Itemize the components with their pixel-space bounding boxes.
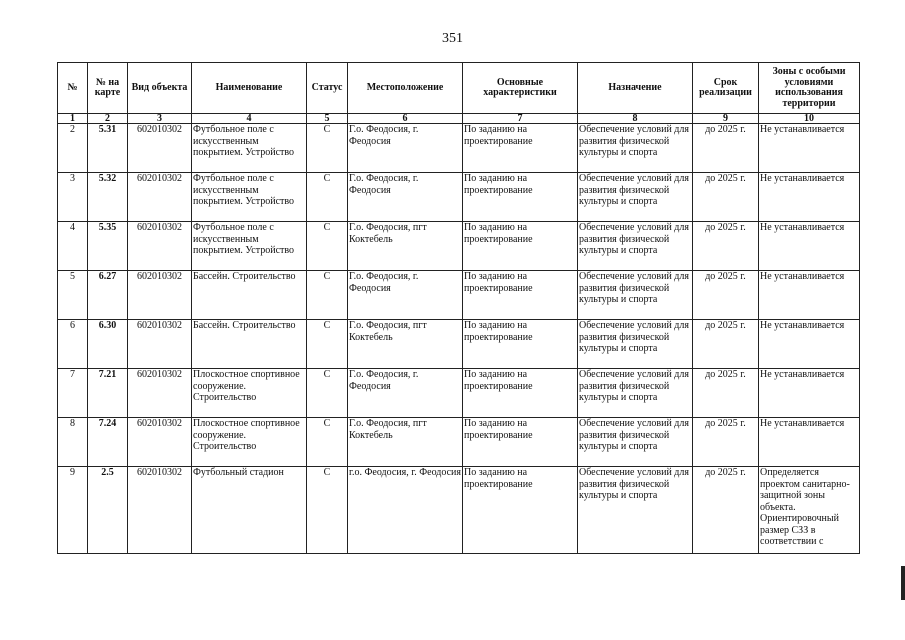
cell-object-type: 602010302 xyxy=(128,222,192,271)
column-number: 10 xyxy=(759,114,860,124)
table-row xyxy=(58,320,860,369)
cell-purpose: Обеспечение условий для развития физической культуры и спорта xyxy=(578,124,693,173)
cell-location: Г.о. Феодосия, пгт Коктебель xyxy=(348,222,463,271)
cell-purpose: Обеспечение условий для развития физической культуры и спорта xyxy=(578,271,693,320)
cell-number: 9 xyxy=(58,467,88,554)
cell-purpose: Обеспечение условий для развития физической культуры и спорта xyxy=(578,418,693,467)
cell-name: Плоскостное спортивное сооружение. Строительство xyxy=(192,418,307,467)
cell-object-type: 602010302 xyxy=(128,173,192,222)
cell-object-type: 602010302 xyxy=(128,418,192,467)
cell-zones: Не устанавливается xyxy=(759,271,860,320)
cell-name: Футбольное поле с искусственным покрытием. Устройство xyxy=(192,173,307,222)
cell-zones: Не устанавливается xyxy=(759,418,860,467)
cell-name: Футбольный стадион xyxy=(192,467,307,554)
cell-characteristics: По заданию на проектирование xyxy=(463,418,578,467)
column-header: Наименование xyxy=(192,63,307,114)
cell-number: 6 xyxy=(58,320,88,369)
table-row xyxy=(58,173,860,222)
scan-edge-mark xyxy=(901,566,905,600)
table-row xyxy=(58,271,860,320)
cell-object-type: 602010302 xyxy=(128,369,192,418)
column-number: 4 xyxy=(192,114,307,124)
column-number: 5 xyxy=(307,114,348,124)
cell-zones: Не устанавливается xyxy=(759,173,860,222)
cell-zones: Не устанавливается xyxy=(759,222,860,271)
column-number: 7 xyxy=(463,114,578,124)
column-header: Вид объекта xyxy=(128,63,192,114)
cell-map-number: 5.32 xyxy=(88,173,128,222)
cell-deadline: до 2025 г. xyxy=(693,320,759,369)
cell-number: 7 xyxy=(58,369,88,418)
cell-map-number: 7.24 xyxy=(88,418,128,467)
cell-zones: Не устанавливается xyxy=(759,124,860,173)
cell-number: 3 xyxy=(58,173,88,222)
cell-object-type: 602010302 xyxy=(128,320,192,369)
cell-status: С xyxy=(307,173,348,222)
cell-status: С xyxy=(307,222,348,271)
column-number: 3 xyxy=(128,114,192,124)
cell-purpose: Обеспечение условий для развития физической культуры и спорта xyxy=(578,173,693,222)
table-header-row xyxy=(58,63,860,114)
cell-characteristics: По заданию на проектирование xyxy=(463,369,578,418)
cell-map-number: 5.31 xyxy=(88,124,128,173)
column-number: 1 xyxy=(58,114,88,124)
cell-characteristics: По заданию на проектирование xyxy=(463,124,578,173)
cell-characteristics: По заданию на проектирование xyxy=(463,467,578,554)
cell-status: С xyxy=(307,369,348,418)
column-number: 9 xyxy=(693,114,759,124)
cell-map-number: 7.21 xyxy=(88,369,128,418)
cell-characteristics: По заданию на проектирование xyxy=(463,222,578,271)
page-number: 351 xyxy=(442,31,463,46)
cell-number: 4 xyxy=(58,222,88,271)
cell-zones: Определяется проектом санитарно-защитной зоны объекта. Ориентировочный размер СЗЗ в соответствии с xyxy=(759,467,860,554)
cell-object-type: 602010302 xyxy=(128,124,192,173)
cell-location: Г.о. Феодосия, пгт Коктебель xyxy=(348,320,463,369)
table-row xyxy=(58,369,860,418)
cell-name: Бассейн. Строительство xyxy=(192,271,307,320)
cell-deadline: до 2025 г. xyxy=(693,369,759,418)
column-header: Статус xyxy=(307,63,348,114)
cell-purpose: Обеспечение условий для развития физической культуры и спорта xyxy=(578,369,693,418)
cell-zones: Не устанавливается xyxy=(759,320,860,369)
cell-status: С xyxy=(307,271,348,320)
cell-name: Футбольное поле с искусственным покрытием. Устройство xyxy=(192,124,307,173)
cell-location: Г.о. Феодосия, пгт Коктебель xyxy=(348,418,463,467)
cell-map-number: 2.5 xyxy=(88,467,128,554)
column-header: Назначение xyxy=(578,63,693,114)
cell-characteristics: По заданию на проектирование xyxy=(463,271,578,320)
cell-deadline: до 2025 г. xyxy=(693,124,759,173)
column-header: № xyxy=(58,63,88,114)
cell-purpose: Обеспечение условий для развития физической культуры и спорта xyxy=(578,467,693,554)
cell-name: Футбольное поле с искусственным покрытием. Устройство xyxy=(192,222,307,271)
column-number-row xyxy=(58,114,860,124)
cell-number: 5 xyxy=(58,271,88,320)
cell-location: Г.о. Феодосия, г. Феодосия xyxy=(348,173,463,222)
cell-location: Г.о. Феодосия, г. Феодосия xyxy=(348,271,463,320)
cell-purpose: Обеспечение условий для развития физической культуры и спорта xyxy=(578,222,693,271)
cell-characteristics: По заданию на проектирование xyxy=(463,320,578,369)
cell-status: С xyxy=(307,320,348,369)
cell-deadline: до 2025 г. xyxy=(693,173,759,222)
cell-purpose: Обеспечение условий для развития физической культуры и спорта xyxy=(578,320,693,369)
table-row xyxy=(58,467,860,554)
cell-name: Плоскостное спортивное сооружение. Строительство xyxy=(192,369,307,418)
column-header: Зоны с особыми условиями использования территории xyxy=(759,63,860,114)
cell-map-number: 6.27 xyxy=(88,271,128,320)
cell-deadline: до 2025 г. xyxy=(693,467,759,554)
cell-map-number: 6.30 xyxy=(88,320,128,369)
cell-number: 8 xyxy=(58,418,88,467)
cell-status: С xyxy=(307,467,348,554)
cell-map-number: 5.35 xyxy=(88,222,128,271)
cell-characteristics: По заданию на проектирование xyxy=(463,173,578,222)
objects-table xyxy=(57,62,860,554)
cell-location: Г.о. Феодосия, г. Феодосия xyxy=(348,124,463,173)
column-header: № на карте xyxy=(88,63,128,114)
table-row xyxy=(58,124,860,173)
column-header: Срок реализации xyxy=(693,63,759,114)
column-header: Основные характеристики xyxy=(463,63,578,114)
column-number: 6 xyxy=(348,114,463,124)
cell-number: 2 xyxy=(58,124,88,173)
column-number: 8 xyxy=(578,114,693,124)
cell-zones: Не устанавливается xyxy=(759,369,860,418)
cell-location: Г.о. Феодосия, г. Феодосия xyxy=(348,369,463,418)
table-row xyxy=(58,418,860,467)
cell-deadline: до 2025 г. xyxy=(693,222,759,271)
cell-status: С xyxy=(307,124,348,173)
cell-name: Бассейн. Строительство xyxy=(192,320,307,369)
cell-location: г.о. Феодосия, г. Феодосия xyxy=(348,467,463,554)
column-header: Местоположение xyxy=(348,63,463,114)
column-number: 2 xyxy=(88,114,128,124)
cell-object-type: 602010302 xyxy=(128,467,192,554)
table-row xyxy=(58,222,860,271)
cell-object-type: 602010302 xyxy=(128,271,192,320)
cell-deadline: до 2025 г. xyxy=(693,271,759,320)
cell-status: С xyxy=(307,418,348,467)
cell-deadline: до 2025 г. xyxy=(693,418,759,467)
